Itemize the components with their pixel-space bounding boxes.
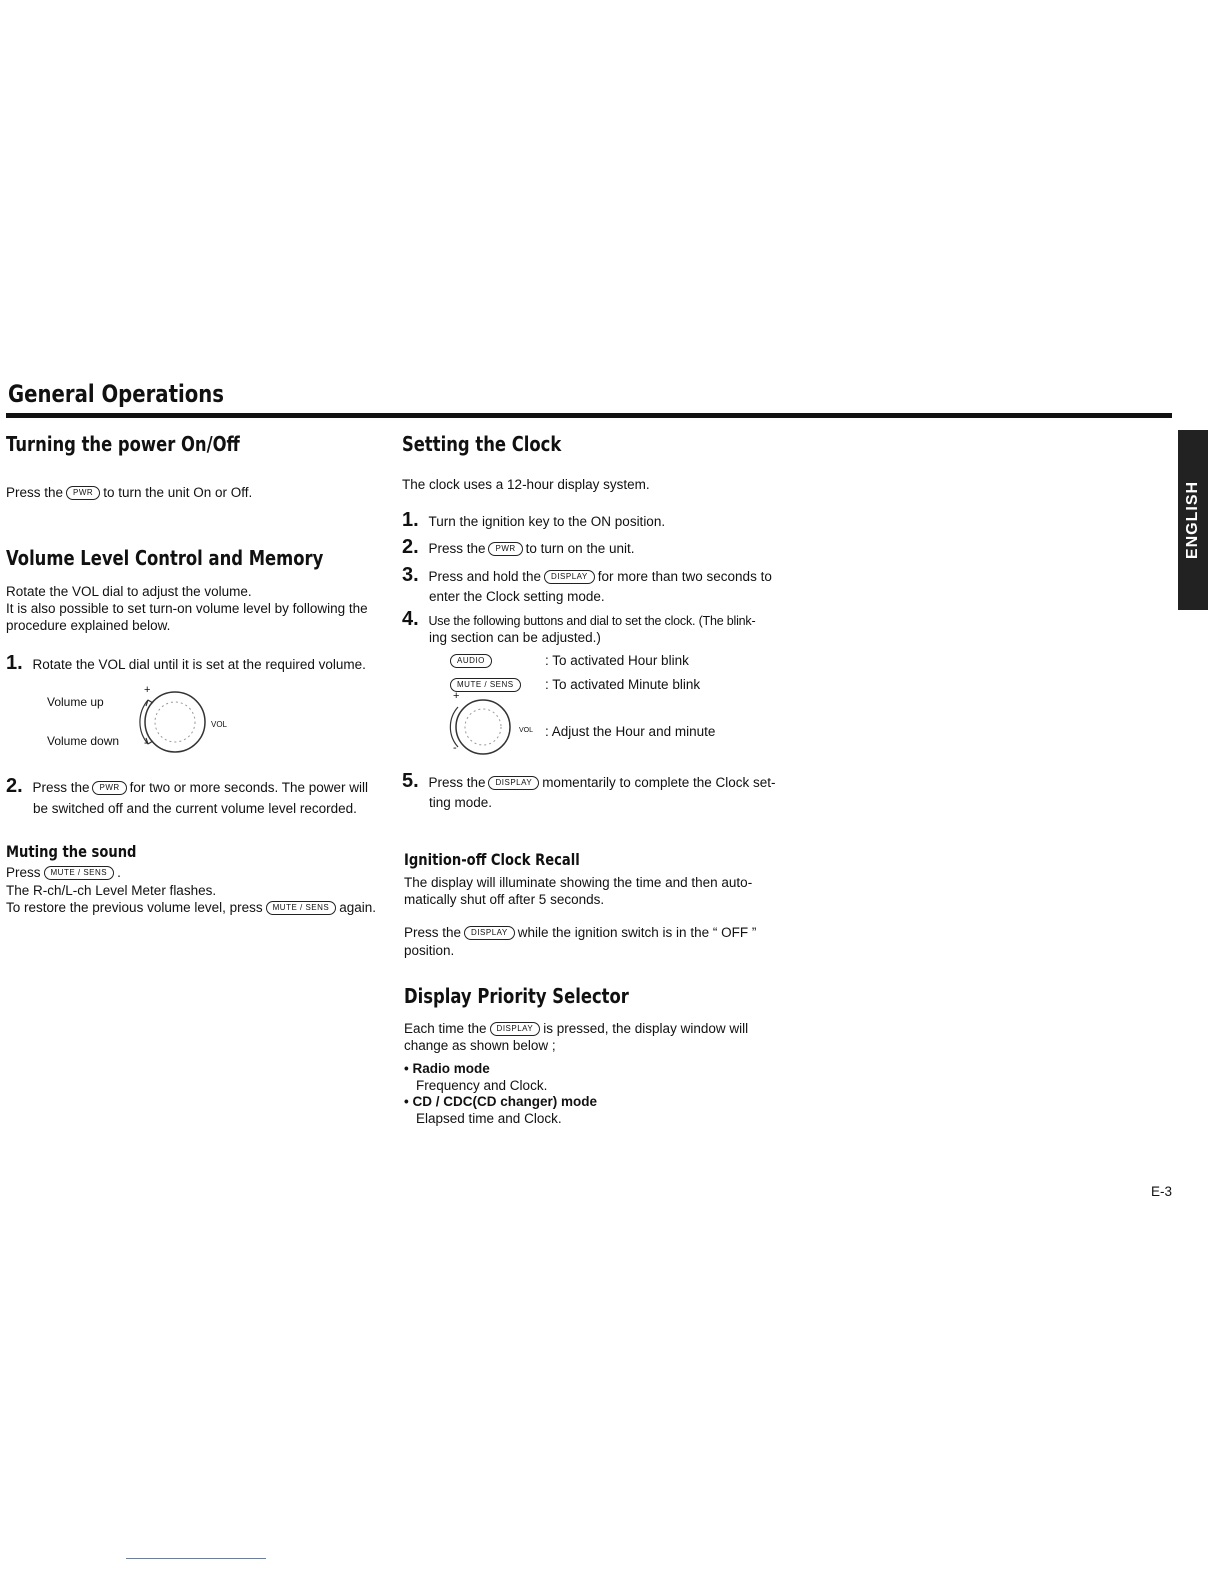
recall-line-1: The display will illuminate showing the time and then auto- bbox=[404, 875, 753, 890]
clock-step-4-line-2: ing section can be adjusted.) bbox=[429, 630, 601, 645]
clock-vol-dial-icon bbox=[448, 693, 528, 757]
priority-line-1-pre: Each time the bbox=[404, 1021, 487, 1036]
recall-press-line-2: position. bbox=[404, 943, 455, 958]
muting-period: . bbox=[117, 865, 121, 880]
clock-vol-plus: + bbox=[453, 690, 460, 702]
page-number: E-3 bbox=[1151, 1184, 1173, 1199]
recall-press bbox=[404, 924, 756, 941]
adjust-text: : Adjust the Hour and minute bbox=[545, 724, 716, 739]
footnote-rule bbox=[126, 1558, 266, 1559]
volume-intro-2: It is also possible to set turn-on volume level by following the procedure explained below. bbox=[6, 601, 368, 633]
recall-press-post: while the ignition switch is in the “ OFF ” bbox=[517, 925, 757, 940]
priority-line-1 bbox=[404, 1020, 748, 1037]
muting-line-3-pre: To restore the previous volume level, press bbox=[6, 900, 263, 915]
display-button-icon: DISPLAY bbox=[488, 776, 539, 790]
muting-press bbox=[6, 864, 121, 881]
clock-step-2-pre: Press the bbox=[428, 541, 486, 556]
step-number: 3. bbox=[402, 564, 419, 586]
bullet-radio-mode: • Radio mode bbox=[404, 1061, 490, 1076]
volume-down-label: Volume down bbox=[47, 734, 120, 748]
power-text bbox=[6, 484, 252, 501]
title-rule bbox=[6, 413, 1172, 418]
recall-heading: Ignition-off Clock Recall bbox=[404, 850, 580, 869]
bullet-radio-mode-sub: Frequency and Clock. bbox=[416, 1078, 548, 1093]
clock-step-5-line-2: ting mode. bbox=[429, 795, 493, 810]
priority-line-1-post: is pressed, the display window will bbox=[543, 1021, 749, 1036]
minute-blink-text: : To activated Minute blink bbox=[545, 677, 701, 692]
recall-line-2: matically shut off after 5 seconds. bbox=[404, 892, 605, 907]
mute-button-row bbox=[450, 676, 521, 694]
page-title: General Operations bbox=[8, 380, 224, 408]
volume-step-1-text: Rotate the VOL dial until it is set at the required volume. bbox=[32, 657, 366, 672]
volume-step-2-line-2: be switched off and the current volume level recorded. bbox=[33, 801, 357, 816]
pwr-button-icon: PWR bbox=[92, 781, 126, 795]
priority-line-2: change as shown below ; bbox=[404, 1038, 556, 1053]
mute-sens-button-icon: MUTE / SENS bbox=[450, 678, 521, 692]
power-text-pre: Press the bbox=[6, 485, 64, 500]
step-number: 2. bbox=[6, 775, 23, 797]
recall-press-pre: Press the bbox=[404, 925, 462, 940]
audio-button-row bbox=[450, 652, 492, 670]
clock-vol-minus: - bbox=[453, 742, 457, 754]
step-number: 5. bbox=[402, 770, 419, 792]
pwr-button-icon: PWR bbox=[488, 542, 522, 556]
clock-heading: Setting the Clock bbox=[402, 432, 562, 456]
clock-step-2 bbox=[402, 536, 635, 558]
clock-step-2-post: to turn on the unit. bbox=[525, 541, 635, 556]
volume-up-label: Volume up bbox=[47, 695, 104, 709]
pwr-button-icon: PWR bbox=[66, 486, 100, 500]
vol-plus: + bbox=[144, 684, 151, 696]
clock-step-3 bbox=[402, 564, 772, 586]
clock-step-3-post: for more than two seconds to bbox=[597, 569, 772, 584]
step-number: 1. bbox=[402, 509, 419, 531]
muting-line-2: The R-ch/L-ch Level Meter flashes. bbox=[6, 883, 217, 898]
muting-heading: Muting the sound bbox=[6, 842, 137, 861]
power-heading: Turning the power On/Off bbox=[6, 432, 240, 456]
step-number: 1. bbox=[6, 652, 23, 674]
bullet-cd-mode-sub: Elapsed time and Clock. bbox=[416, 1111, 562, 1126]
clock-vol-dial-label: VOL bbox=[519, 727, 534, 734]
muting-line-3 bbox=[6, 899, 376, 916]
clock-step-5-post: momentarily to complete the Clock set- bbox=[542, 775, 776, 790]
mute-sens-button-icon: MUTE / SENS bbox=[44, 866, 115, 880]
clock-step-1-text: Turn the ignition key to the ON position. bbox=[428, 514, 666, 529]
clock-step-3-pre: Press and hold the bbox=[428, 569, 542, 584]
volume-step-2-post: for two or more seconds. The power will bbox=[129, 780, 369, 795]
clock-step-4 bbox=[402, 608, 756, 630]
clock-step-4-text: Use the following buttons and dial to set the clock. (The blink- bbox=[428, 614, 756, 628]
vol-dial-label: VOL bbox=[211, 720, 228, 729]
clock-step-3-line-2: enter the Clock setting mode. bbox=[429, 589, 605, 604]
muting-press-text: Press bbox=[6, 865, 41, 880]
bullet-cd-mode: • CD / CDC(CD changer) mode bbox=[404, 1094, 597, 1109]
clock-intro: The clock uses a 12-hour display system. bbox=[402, 477, 650, 492]
clock-step-5-pre: Press the bbox=[428, 775, 486, 790]
clock-step-1 bbox=[402, 509, 666, 531]
volume-step-2-pre: Press the bbox=[32, 780, 90, 795]
clock-step-5 bbox=[402, 770, 776, 792]
display-button-icon: DISPLAY bbox=[544, 570, 595, 584]
volume-intro-1: Rotate the VOL dial to adjust the volume. bbox=[6, 584, 252, 599]
audio-button-icon: AUDIO bbox=[450, 654, 492, 668]
display-button-icon: DISPLAY bbox=[464, 926, 515, 940]
volume-heading: Volume Level Control and Memory bbox=[6, 546, 324, 570]
display-button-icon: DISPLAY bbox=[490, 1022, 541, 1036]
vol-minus: - bbox=[144, 737, 148, 749]
power-text-post: to turn the unit On or Off. bbox=[103, 485, 253, 500]
hour-blink-text: : To activated Hour blink bbox=[545, 653, 689, 668]
volume-step-1 bbox=[6, 652, 366, 674]
step-number: 4. bbox=[402, 608, 419, 630]
step-number: 2. bbox=[402, 536, 419, 558]
language-tab-label: ENGLISH bbox=[1184, 480, 1201, 560]
volume-step-2 bbox=[6, 775, 369, 797]
muting-line-3-post: again. bbox=[339, 900, 377, 915]
priority-heading: Display Priority Selector bbox=[404, 984, 629, 1008]
language-tab bbox=[1178, 430, 1208, 610]
mute-sens-button-icon: MUTE / SENS bbox=[266, 901, 337, 915]
